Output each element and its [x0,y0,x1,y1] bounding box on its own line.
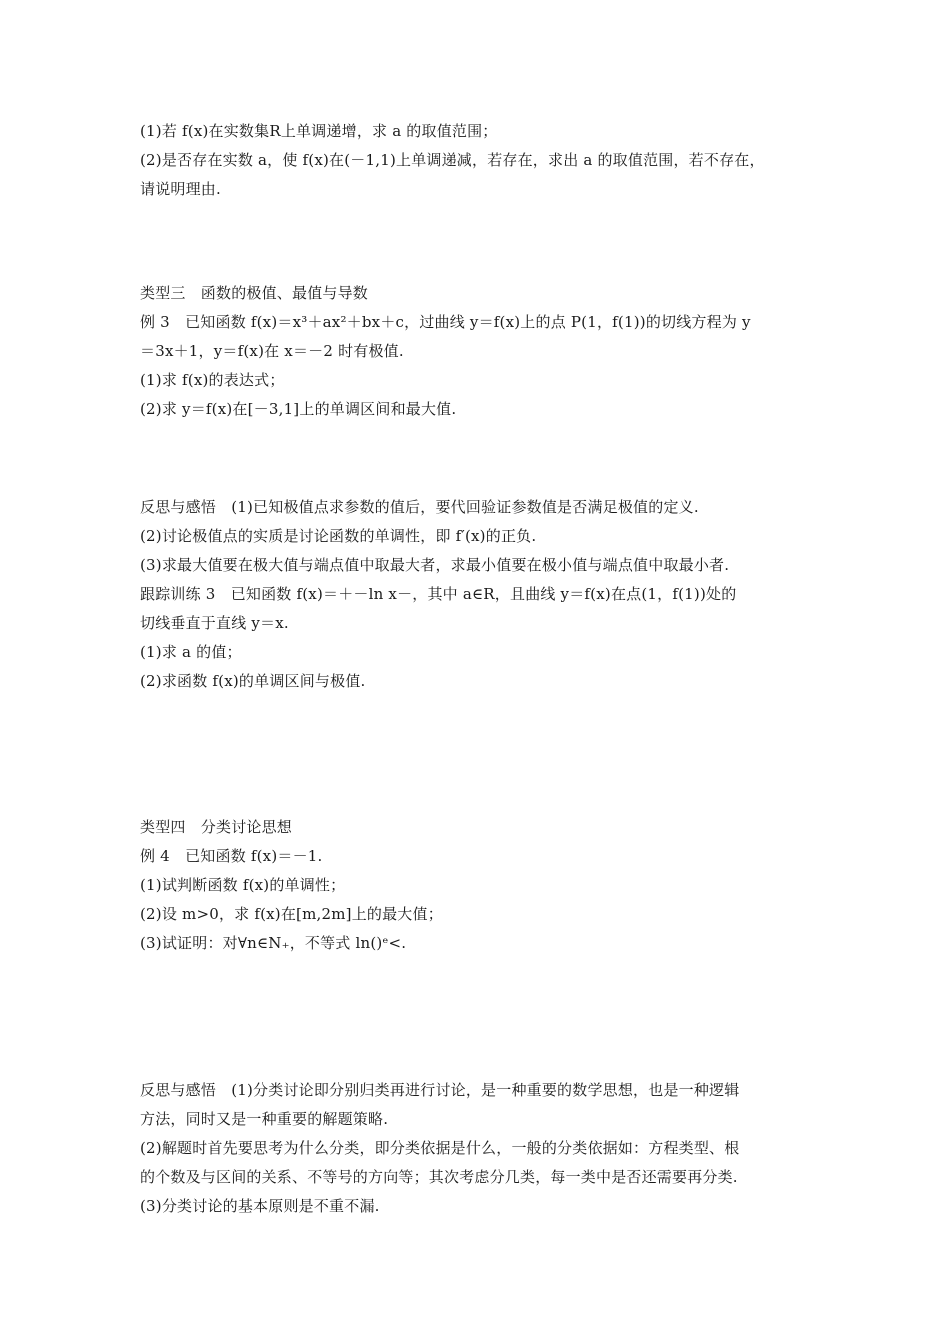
example-3-part-1: (1)求 f(x)的表达式； [140,371,285,389]
practice-3-statement: 跟踪训练 3 已知函数 f(x)＝＋－ln x－，其中 a∈R，且曲线 y＝f(x)在点(1，f(1))处的 [140,585,737,603]
example-4-statement: 例 4 已知函数 f(x)＝－1. [140,847,323,865]
section-heading: 类型四 分类讨论思想 [140,818,293,836]
reflection-block-final [140,1076,820,1221]
section-heading: 类型三 函数的极值、最值与导数 [140,284,369,302]
example-4-part-2: (2)设 m>0，求 f(x)在[m,2m]上的最大值； [140,905,443,923]
reflection-point-1: 反思与感悟 (1)分类讨论即分别归类再进行讨论，是一种重要的数学思想，也是一种逻辑 [140,1081,740,1099]
section-type-4 [140,813,820,958]
reflection-and-practice-block [140,493,820,696]
reflection-point-2: (2)讨论极值点的实质是讨论函数的单调性，即 f′(x)的正负. [140,527,537,545]
example-3-statement-continued: ＝3x＋1，y＝f(x)在 x＝－2 时有极值. [140,342,404,360]
practice-3-part-1: (1)求 a 的值； [140,643,242,661]
practice-3-statement-continued: 切线垂直于直线 y＝x. [140,614,289,632]
reflection-point-1-continued: 方法，同时又是一种重要的解题策略. [140,1110,389,1128]
reflection-point-2-continued: 的个数及与区间的关系、不等号的方向等；其次考虑分几类，每一类中是否还需要再分类. [140,1168,738,1186]
reflection-point-3: (3)分类讨论的基本原则是不重不漏. [140,1197,380,1215]
practice-3-part-2: (2)求函数 f(x)的单调区间与极值. [140,672,366,690]
question-part-1: (1)若 f(x)在实数集R上单调递增，求 a 的取值范围； [140,122,498,140]
reflection-point-2: (2)解题时首先要思考为什么分类，即分类依据是什么，一般的分类依据如：方程类型、根 [140,1139,740,1157]
example-3-statement: 例 3 已知函数 f(x)＝x³＋ax²＋bx＋c，过曲线 y＝f(x)上的点 P(1，f(1))的切线方程为 y [140,313,751,331]
example-4-part-1: (1)试判断函数 f(x)的单调性； [140,876,346,894]
question-part-2: (2)是否存在实数 a，使 f(x)在(－1,1)上单调递减，若存在，求出 a 的取值范围，若不存在， [140,151,765,169]
example-3-part-2: (2)求 y＝f(x)在[－3,1]上的单调区间和最大值. [140,400,457,418]
question-part-2-continued: 请说明理由. [140,180,221,198]
example-4-part-3: (3)试证明：对∀n∈N₊，不等式 ln()ᵉ<. [140,934,407,952]
problem-parts-block [140,117,820,204]
section-type-3 [140,279,820,424]
reflection-point-3: (3)求最大值要在极大值与端点值中取最大者，求最小值要在极小值与端点值中取最小者. [140,556,730,574]
reflection-point-1: 反思与感悟 (1)已知极值点求参数的值后，要代回验证参数值是否满足极值的定义. [140,498,699,516]
